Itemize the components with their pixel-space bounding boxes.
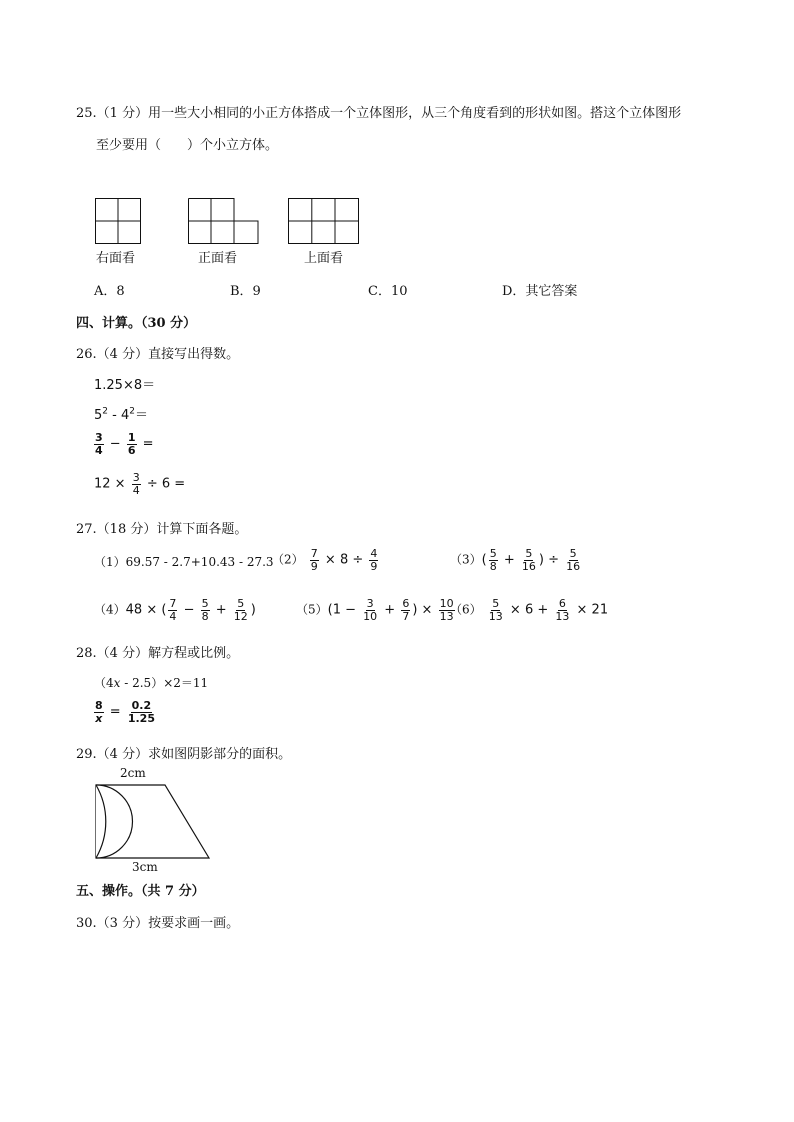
- section4-heading: 四、计算。（30 分）: [76, 316, 197, 331]
- q26-expr1: 1.25×8＝: [94, 378, 156, 393]
- option-b[interactable]: B．9: [230, 284, 261, 299]
- q27-p2: （2） $\frac{7}{9}$ × 8 ÷ $\frac{4}{9}$: [272, 547, 378, 573]
- option-d[interactable]: D．其它答案: [502, 284, 578, 299]
- q27-p4: （4）48 × ( $\frac{7}{4}$ − $\frac{5}{8}$ + $\frac{5}{12}$ ): [94, 597, 256, 623]
- q27-p5: （5）(1 − $\frac{3}{10}$ + $\frac{6}{7}$ ) × $\frac{10}{13}$: [296, 597, 454, 623]
- q26-expr4: 12 × $\frac{3}{4}$ ÷ 6 =: [94, 471, 186, 497]
- q26-expr2: $5^2 - 4^2=$: [94, 406, 148, 423]
- q27-p1: （1）69.57 - 2.7+10.43 - 27.3: [94, 555, 274, 569]
- view-front-label: 正面看: [198, 251, 238, 266]
- option-a[interactable]: A．8: [94, 284, 125, 299]
- trapezoid-bottom-label: 3cm: [132, 860, 158, 874]
- q29-title: 29.（4 分）求如图阴影部分的面积。: [76, 747, 292, 762]
- q28-equation: （4x - 2.5）×2＝11: [94, 676, 209, 690]
- section5-heading: 五、操作。（共 7 分）: [76, 884, 205, 899]
- q25-line2: 至少要用（ ）个小立方体。: [96, 138, 279, 153]
- view-top-figure: [288, 198, 362, 246]
- q25-line1: 25.（1 分）用一些大小相同的小正方体搭成一个立体图形，从三个角度看到的形状如图。搭这个立体图形: [76, 106, 682, 121]
- view-front-figure: [188, 198, 262, 246]
- q27-p3: （3）( $\frac{5}{8}$ + $\frac{5}{16}$ ) ÷ $\frac{5}{16}$: [450, 547, 581, 573]
- view-top-label: 上面看: [304, 251, 344, 266]
- q28-proportion: $\frac{8}{x}$ = $\frac{0.2}{1.25}$: [95, 699, 155, 725]
- trapezoid-figure: [94, 784, 214, 860]
- q27-title: 27.（18 分）计算下面各题。: [76, 522, 248, 537]
- q26-expr3: $\frac{3}{4}$ − $\frac{1}{6}$ =: [95, 431, 154, 457]
- q26-title: 26.（4 分）直接写出得数。: [76, 347, 240, 362]
- option-c[interactable]: C．10: [368, 284, 408, 299]
- q28-title: 28.（4 分）解方程或比例。: [76, 646, 240, 661]
- q30-title: 30.（3 分）按要求画一画。: [76, 916, 240, 931]
- view-right-figure: [95, 198, 143, 246]
- q27-p6: （6） $\frac{5}{13}$ × 6 + $\frac{6}{13}$ × 21: [450, 597, 609, 623]
- trapezoid-top-label: 2cm: [120, 766, 146, 780]
- view-right-label: 右面看: [96, 251, 136, 266]
